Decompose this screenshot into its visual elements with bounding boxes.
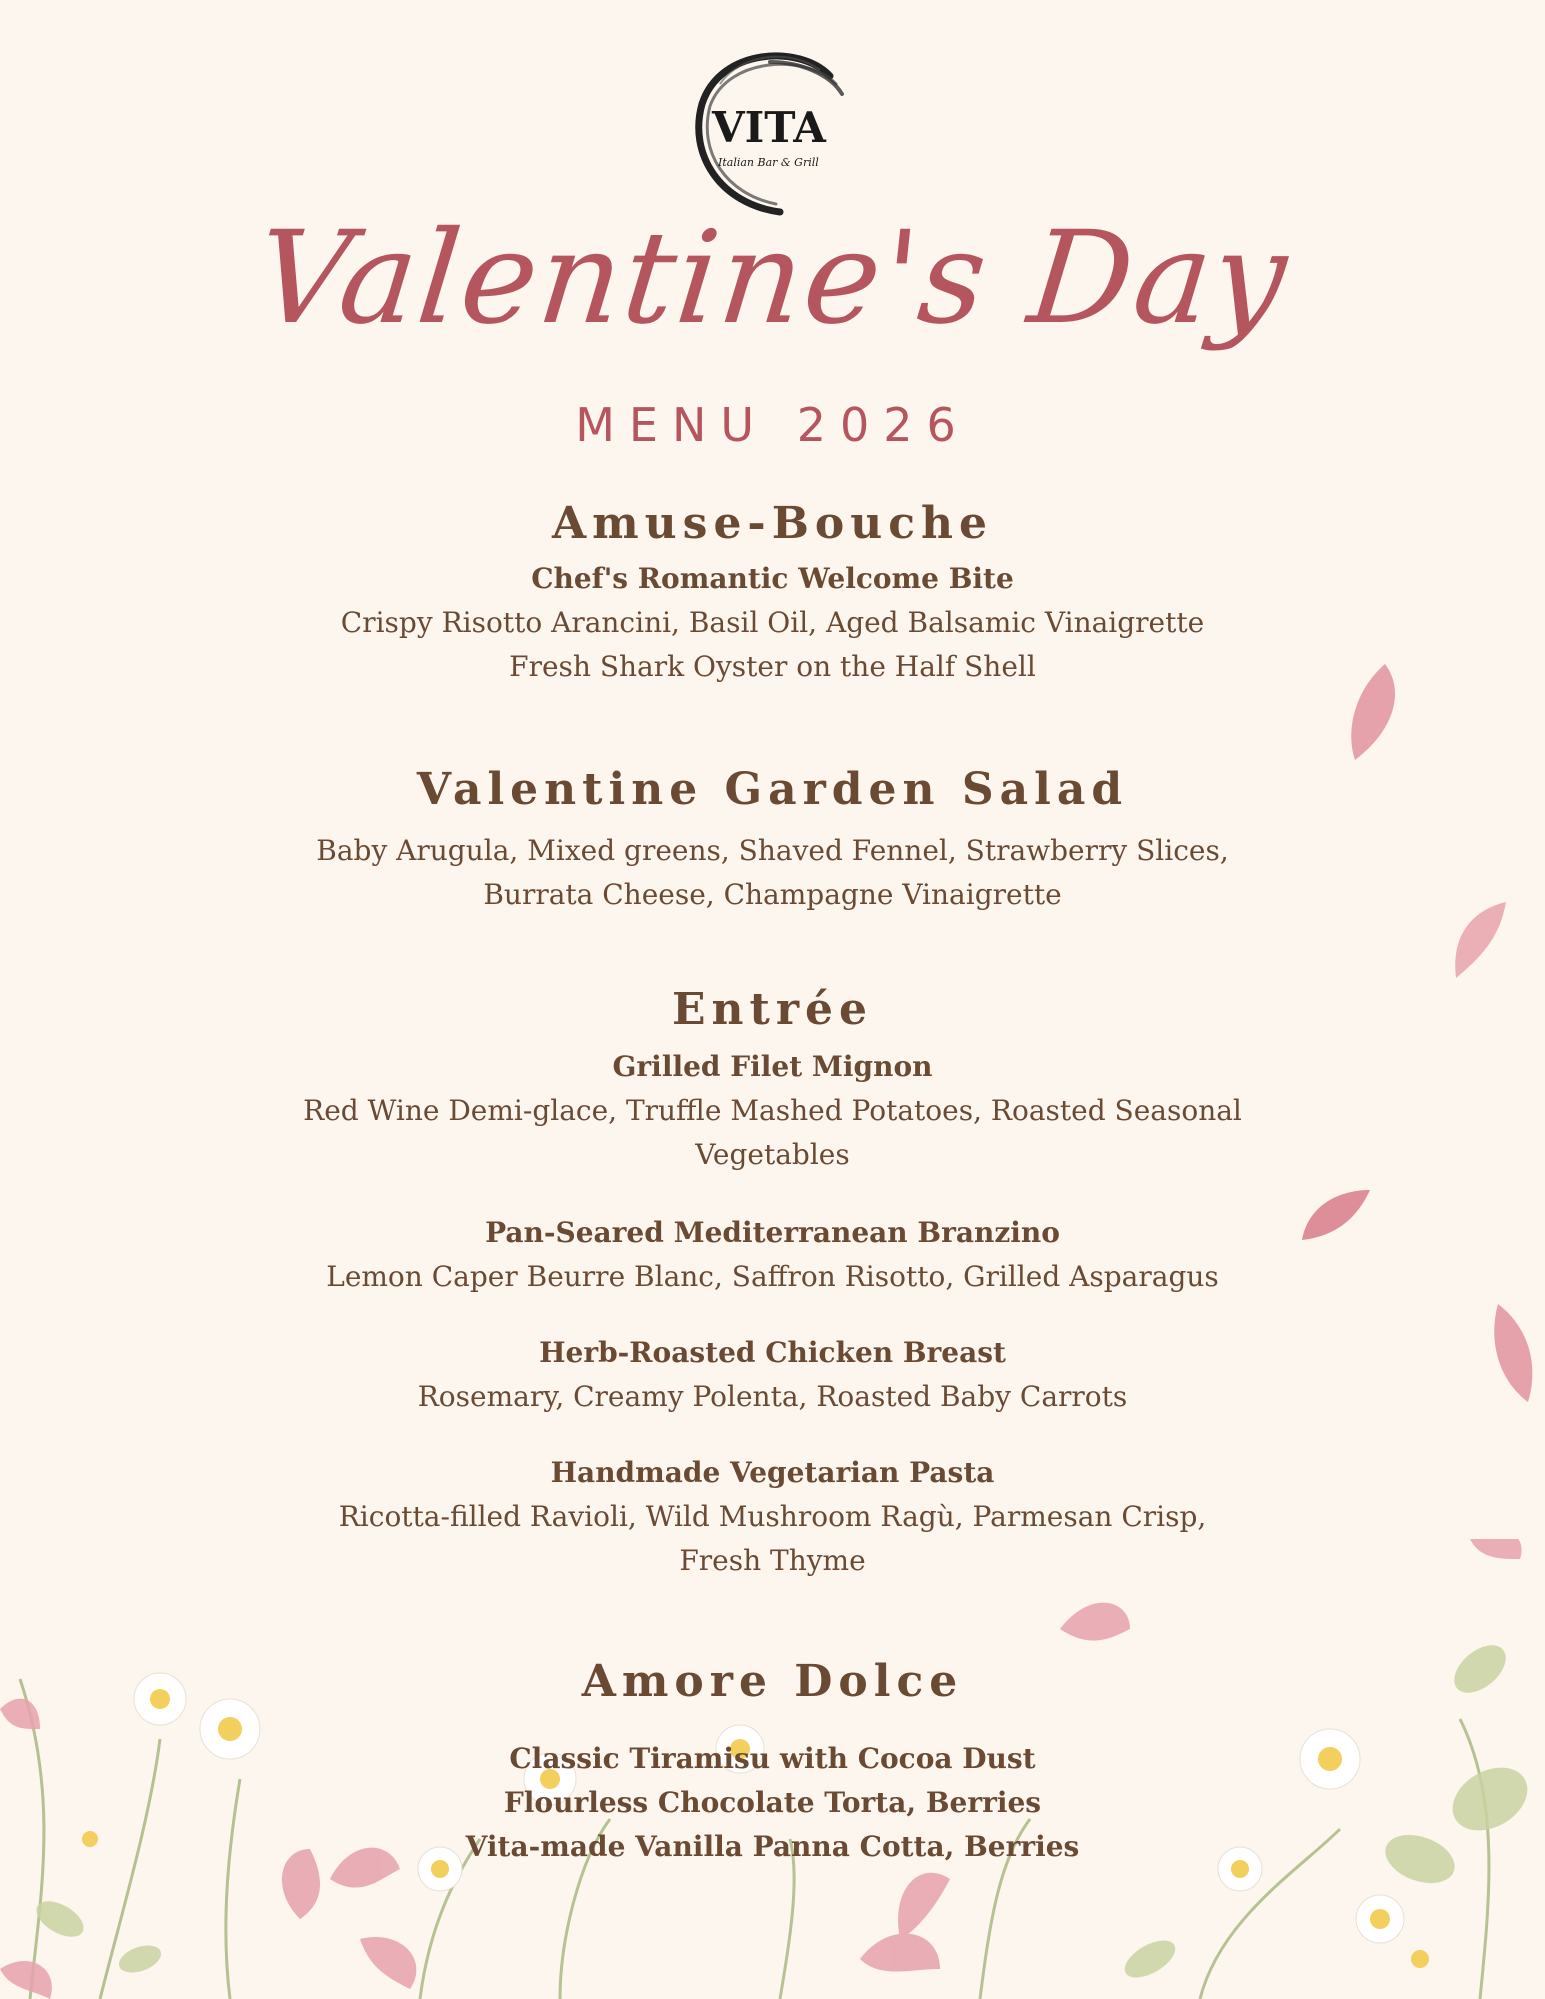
menu-subtitle: MENU 2026 — [575, 398, 970, 452]
item-description: Vegetables — [695, 1138, 850, 1171]
item-title: Chef's Romantic Welcome Bite — [531, 562, 1014, 595]
petal-decoration — [1298, 1186, 1374, 1244]
item-title: Handmade Vegetarian Pasta — [550, 1456, 995, 1489]
dessert-item: Vita-made Vanilla Panna Cotta, Berries — [465, 1830, 1080, 1863]
section-entree — [0, 984, 1545, 1583]
section-title: Amore Dolce — [581, 1656, 964, 1707]
item-description: Fresh Shark Oyster on the Half Shell — [509, 650, 1036, 683]
section-dolce — [0, 1656, 1545, 1869]
item-description: Burrata Cheese, Champagne Vinaigrette — [483, 878, 1062, 911]
item-description: Ricotta-filled Ravioli, Wild Mushroom Ragù, Parmesan Crisp, — [338, 1500, 1207, 1533]
logo-tagline: Italian Bar & Grill — [718, 156, 819, 169]
section-salad — [0, 764, 1545, 917]
item-description: Red Wine Demi-glace, Truffle Mashed Potatoes, Roasted Seasonal — [303, 1094, 1242, 1127]
item-description: Lemon Caper Beurre Blanc, Saffron Risotto, Grilled Asparagus — [326, 1260, 1219, 1293]
item-description: Baby Arugula, Mixed greens, Shaved Fennel, Strawberry Slices, — [316, 834, 1229, 867]
item-title: Herb-Roasted Chicken Breast — [539, 1336, 1006, 1369]
section-title: Valentine Garden Salad — [416, 764, 1129, 815]
section-amuse-bouche — [0, 498, 1545, 689]
dessert-item: Classic Tiramisu with Cocoa Dust — [509, 1742, 1036, 1775]
item-description: Rosemary, Creamy Polenta, Roasted Baby Carrots — [417, 1380, 1128, 1413]
section-title: Amuse-Bouche — [551, 498, 993, 549]
petal-decoration — [1345, 660, 1405, 766]
item-description: Crispy Risotto Arancini, Basil Oil, Aged Balsamic Vinaigrette — [340, 606, 1205, 639]
section-title: Entrée — [671, 984, 874, 1035]
item-description: Fresh Thyme — [679, 1544, 866, 1577]
logo-name: VITA — [712, 103, 826, 152]
restaurant-logo — [680, 44, 870, 220]
item-title: Pan-Seared Mediterranean Branzino — [485, 1216, 1060, 1249]
dessert-item: Flourless Chocolate Torta, Berries — [503, 1786, 1042, 1819]
petal-decoration — [1440, 898, 1510, 982]
item-title: Grilled Filet Mignon — [612, 1050, 933, 1083]
menu-title: Valentine's Day — [249, 204, 1296, 353]
petal-decoration — [1488, 1300, 1534, 1406]
